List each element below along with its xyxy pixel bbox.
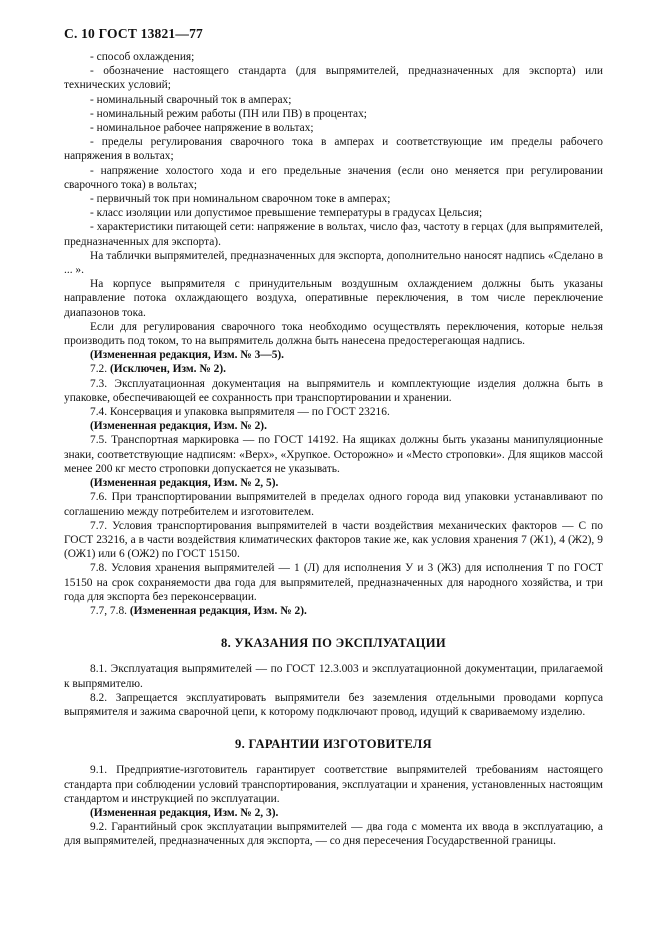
revision-note: (Измененная редакция, Изм. № 3—5). (90, 349, 285, 362)
list-item: - класс изоляции или допустимое превышение температуры в градусах Цельсия; (90, 207, 483, 220)
revision-text: (Измененная редакция, Изм. № 2). (129, 604, 307, 617)
clause-8-1: 8.1. Эксплуатация выпрямителей — по ГОСТ 12.3.003 и эксплуатационной документации, прилагаемой к выпрямителю. (64, 663, 603, 690)
clause-7-4: 7.4. Консервация и упаковка выпрямителя — по ГОСТ 23216. (90, 406, 390, 419)
clause-number: 7.7, 7.8. (90, 604, 128, 617)
clause-7-6: 7.6. При транспортировании выпрямителей в пределах одного города вид упаковки устанавливают по соглашению между потребителем и изготовителем. (64, 491, 603, 518)
revision-note: (Измененная редакция, Изм. № 2, 3). (90, 806, 279, 819)
revision-note: (Измененная редакция, Изм. № 2). (90, 420, 267, 433)
paragraph-export-plate: На таблички выпрямителей, предназначенных для экспорта, дополнительно наносят надпись «Сделано в ... ». (64, 249, 603, 277)
list-item: - номинальное рабочее напряжение в вольтах; (90, 122, 314, 135)
clause-7-8: 7.8. Условия хранения выпрямителей — 1 (Л) для исполнения У и 3 (Ж3) для исполнения Т по ГОСТ 15150 на срок сохраняемости два года для выпрямителей, предназначенных для народного хозяйства, и три года для экспорта без переконсервации. (64, 562, 603, 603)
list-item: - напряжение холостого хода и его предельные значения (если оно меняется при регулировании сварочного тока) в вольтах; (64, 164, 603, 191)
document-body (64, 50, 603, 849)
section-8-title: 8. УКАЗАНИЯ ПО ЭКСПЛУАТАЦИИ (221, 636, 446, 651)
list-item: - номинальный режим работы (ПН или ПВ) в процентах; (90, 107, 367, 120)
revision-note-7-7-7-8 (64, 604, 603, 618)
clause-9-2: 9.2. Гарантийный срок эксплуатации выпрямителей — два года с момента их ввода в эксплуатацию, а для выпрямителей, предназначенных для экспорта, — со дня пересечения Государственной границы. (64, 821, 603, 848)
paragraph-switching: Если для регулирования сварочного тока необходимо осуществлять переключения, которые нельзя производить под током, то на выпрямитель должна быть нанесена предостерегающая надпись. (64, 320, 603, 348)
list-item: - обозначение настоящего стандарта (для выпрямителей, предназначенных для экспорта) или технических условий; (64, 65, 603, 92)
revision-note: (Измененная редакция, Изм. № 2, 5). (90, 477, 279, 490)
clause-text: (Исключен, Изм. № 2). (109, 363, 226, 376)
clause-7-3: 7.3. Эксплуатационная документация на выпрямитель и комплектующие изделия должна быть в упаковке, обеспечивающей ее сохранность при транспортировании и хранении. (64, 377, 603, 404)
list-item: - способ охлаждения; (90, 51, 195, 63)
list-item: - пределы регулирования сварочного тока в амперах и соответствующие им пределы рабочего напряжения в вольтах; (64, 136, 603, 163)
list-item: - характеристики питающей сети: напряжение в вольтах, число фаз, частоту в герцах (для выпрямителей, предназначенных для экспорта). (64, 221, 603, 248)
clause-number: 7.2. (90, 363, 108, 376)
section-9-title: 9. ГАРАНТИИ ИЗГОТОВИТЕЛЯ (235, 737, 432, 752)
clause-7-7: 7.7. Условия транспортирования выпрямителей в части воздействия механических факторов — С по ГОСТ 23216, а в части воздействия климатических факторов такие же, как условия хранения 7 (Ж1), 4 (Ж2), 9 (ОЖ1) или 6 (ОЖ2) по ГОСТ 15150. (64, 519, 603, 561)
clause-7-5: 7.5. Транспортная маркировка — по ГОСТ 14192. На ящиках должны быть указаны манипуляционные знаки, соответствующие надписям: «Верх», «Хрупкое. Осторожно» и «Место строповки». Для ящиков массой менее 200 кг место строповки допускается не указывать. (64, 434, 603, 475)
paragraph-forced-air: На корпусе выпрямителя с принудительным воздушным охлаждением должны быть указаны направление потока охлаждающего воздуха, оперативные переключения, в том числе переключение диапазонов тока. (64, 278, 603, 319)
clause-9-1: 9.1. Предприятие-изготовитель гарантирует соответствие выпрямителей требованиям настоящего стандарта при соблюдении условий транспортирования, эксплуатации и хранения, установленных настоящим стандартом и инструкцией по эксплуатации. (64, 764, 603, 805)
list-item: - первичный ток при номинальном сварочном токе в амперах; (90, 193, 391, 206)
clause-7-2 (64, 362, 603, 376)
list-item: - номинальный сварочный ток в амперах; (90, 93, 292, 106)
page-header: С. 10 ГОСТ 13821—77 (64, 26, 203, 41)
clause-8-2: 8.2. Запрещается эксплуатировать выпрямители без заземления отдельными проводами корпуса выпрямителя и зажима сварочной цепи, к которому подключают провод, идущий к свариваемому изделию. (64, 691, 603, 718)
